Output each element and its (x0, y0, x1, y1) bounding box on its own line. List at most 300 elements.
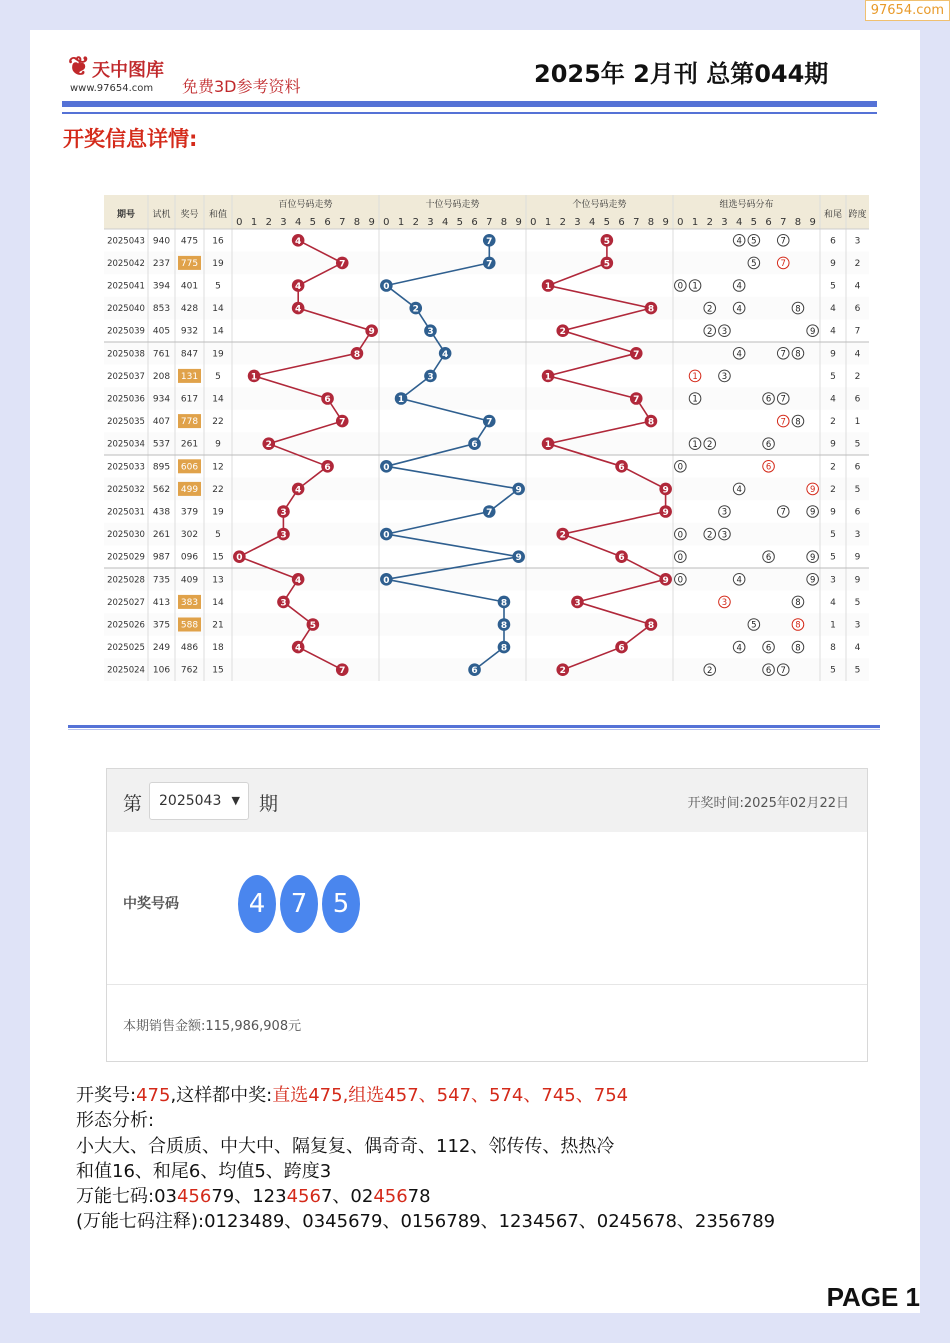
period-select[interactable] (149, 782, 249, 820)
group-ball-label: 8 (795, 598, 801, 609)
trend-ball-label: 9 (662, 485, 669, 496)
prize-cell: 475 (180, 236, 199, 247)
prize-cell: 588 (180, 620, 199, 631)
chart-digit-header: 1 (691, 217, 699, 228)
divider-rule (68, 725, 880, 728)
period-cell: 2025028 (107, 575, 145, 586)
span-cell: 9 (854, 575, 861, 586)
divider-rule-thin (68, 729, 880, 730)
group-ball-label: 8 (795, 417, 801, 428)
draw-panel (106, 768, 868, 1062)
trial-cell: 237 (152, 258, 171, 269)
sum-cell: 5 (215, 281, 221, 292)
trend-ball-label: 8 (647, 417, 655, 428)
chart-digit-header: 4 (588, 217, 596, 228)
group-ball-label: 1 (692, 281, 698, 292)
period-cell: 2025026 (107, 620, 145, 631)
chart-header-label: 组选号码分布 (719, 200, 774, 210)
chart-digit-header: 8 (353, 217, 361, 228)
period-cell: 2025029 (107, 552, 145, 563)
group-ball-label: 0 (677, 530, 684, 541)
trend-ball-label: 7 (339, 666, 346, 677)
sum-cell: 19 (212, 349, 224, 360)
sum-cell: 21 (212, 620, 224, 631)
trend-ball-label: 3 (280, 530, 287, 541)
trend-ball-label: 1 (397, 395, 405, 405)
pattern-line: 小大大、合质质、中大中、隔复复、偶奇奇、112、邻传传、热热冷 (76, 1135, 615, 1157)
group-ball-label: 4 (736, 485, 742, 496)
group-ball-label: 3 (721, 326, 728, 337)
span-cell: 5 (854, 597, 861, 608)
prize-cell: 499 (180, 484, 199, 495)
group-ball-label: 0 (677, 281, 684, 292)
period-cell: 2025035 (107, 417, 145, 428)
trial-cell: 405 (152, 326, 171, 337)
group-ball-label: 6 (765, 643, 772, 654)
header-rule (62, 101, 877, 107)
prize-cell: 606 (180, 462, 199, 473)
chart-digit-header: 9 (515, 217, 522, 228)
winning-number-label: 中奖号码 (123, 896, 179, 912)
group-ball-label: 8 (795, 620, 801, 631)
result-line (76, 1083, 775, 1108)
trend-ball-label: 9 (515, 553, 522, 564)
chart-header-label: 奖号 (180, 210, 199, 220)
tail-cell: 3 (830, 575, 836, 586)
span-cell: 7 (854, 326, 861, 337)
period-cell: 2025038 (107, 349, 145, 360)
trend-ball-label: 7 (486, 259, 493, 270)
seven-code-highlight: 456 (286, 1186, 321, 1208)
seven-code-text: 79、123 (211, 1186, 287, 1208)
trend-ball-label: 8 (353, 349, 361, 360)
sum-cell: 12 (212, 462, 224, 473)
group-ball-label: 3 (721, 598, 728, 609)
issue-title: 2025年 2月刊 总第044期 (534, 60, 829, 88)
chart-digit-header: 7 (339, 217, 346, 228)
group-ball-label: 7 (780, 507, 786, 518)
trend-ball-label: 4 (295, 485, 302, 496)
chart-digit-header: 9 (368, 217, 375, 228)
chart-digit-header: 4 (735, 217, 743, 228)
draw-time: 开奖时间:2025年02月22日 (687, 796, 849, 811)
trend-ball-label: 9 (662, 508, 669, 518)
prize-cell: 409 (180, 575, 199, 586)
trend-ball-label: 1 (544, 282, 552, 292)
trend-ball-label: 7 (633, 395, 640, 405)
group-ball-label: 6 (765, 665, 772, 676)
period-select-value: 2025043 (159, 793, 222, 809)
seven-code-highlight: 456 (176, 1186, 212, 1208)
span-cell: 6 (854, 394, 861, 405)
chart-digit-header: 5 (309, 217, 317, 228)
trend-ball-label: 3 (280, 598, 287, 609)
group-ball-label: 0 (677, 575, 684, 586)
prize-cell: 847 (180, 349, 199, 360)
trial-cell: 438 (152, 507, 171, 518)
trend-ball-label: 3 (280, 508, 287, 518)
chart-digit-header: 2 (559, 217, 566, 228)
tail-cell: 4 (830, 326, 836, 337)
prize-cell: 762 (180, 665, 199, 676)
group-ball-label: 8 (795, 304, 801, 315)
chart-digit-header: 7 (780, 217, 787, 228)
chart-digit-header: 3 (574, 217, 581, 228)
trend-ball-label: 0 (383, 282, 390, 292)
logo-glyph-icon: ❦ (68, 52, 90, 82)
sum-cell: 14 (212, 326, 224, 337)
result-label: 开奖号: (76, 1085, 137, 1106)
trend-ball-label: 5 (309, 621, 316, 631)
period-cell: 2025042 (107, 258, 145, 269)
trend-ball-label: 0 (383, 530, 390, 541)
group-ball-label: 9 (809, 507, 816, 518)
span-cell: 6 (854, 462, 861, 473)
chart-digit-header: 1 (544, 217, 552, 228)
trend-ball-label: 7 (486, 417, 493, 428)
prize-cell: 617 (180, 394, 199, 405)
span-cell: 3 (854, 236, 861, 247)
group-ball-label: 4 (736, 575, 742, 586)
chart-digit-header: 0 (530, 217, 537, 228)
winning-ball: 7 (280, 875, 318, 933)
group-ball-label: 6 (765, 394, 772, 405)
chart-digit-header: 3 (280, 217, 287, 228)
span-cell: 5 (854, 439, 861, 450)
chart-digit-header: 6 (765, 217, 772, 228)
span-cell: 2 (854, 258, 861, 269)
trend-ball-label: 8 (500, 598, 508, 609)
trend-ball-label: 4 (442, 349, 449, 360)
group-ball-label: 2 (707, 665, 713, 676)
chart-header-label: 跨度 (848, 210, 867, 220)
trend-ball-label: 9 (368, 327, 375, 338)
tail-cell: 9 (830, 507, 836, 518)
trend-ball-label: 6 (324, 395, 331, 405)
prize-cell: 131 (180, 371, 199, 382)
period-cell: 2025032 (107, 484, 145, 495)
span-cell: 5 (854, 484, 861, 495)
group-ball-label: 4 (736, 236, 742, 247)
site-watermark: 97654.com (865, 0, 950, 21)
trend-ball-label: 3 (427, 327, 434, 338)
chart-digit-header: 8 (647, 217, 655, 228)
group-ball-label: 7 (780, 236, 786, 247)
trial-cell: 934 (152, 394, 171, 405)
tail-cell: 2 (830, 484, 836, 495)
span-cell: 9 (854, 552, 861, 563)
tail-cell: 9 (830, 258, 836, 269)
seven-code-line (76, 1184, 775, 1209)
trial-cell: 537 (152, 439, 171, 450)
tail-cell: 9 (830, 439, 836, 450)
chart-header-label: 个位号码走势 (572, 200, 627, 210)
tail-cell: 4 (830, 304, 836, 315)
trend-ball-label: 1 (544, 440, 552, 451)
group-ball-label: 6 (765, 462, 772, 473)
trend-ball-label: 6 (471, 666, 478, 677)
trend-ball-label: 4 (295, 575, 302, 586)
period-cell: 2025041 (107, 281, 145, 292)
prize-cell: 486 (180, 643, 199, 654)
chevron-down-icon: ▼ (231, 794, 240, 807)
group-ball-label: 4 (736, 304, 742, 315)
trend-ball-label: 2 (265, 440, 272, 451)
trend-ball-label: 3 (427, 372, 434, 383)
seven-code-text: 万能七码:03 (76, 1186, 177, 1208)
trial-cell: 940 (152, 236, 171, 247)
tail-cell: 5 (830, 371, 836, 382)
seven-code-highlight: 456 (373, 1186, 408, 1208)
chart-digit-header: 6 (324, 217, 331, 228)
sales-amount: 本期销售金额:115,986,908元 (123, 1019, 302, 1034)
prize-cell: 401 (180, 281, 199, 292)
page-number: PAGE 1 (826, 1282, 920, 1312)
chart-header-label: 百位号码走势 (278, 200, 333, 210)
trend-ball-label: 6 (618, 462, 625, 473)
period-cell: 2025040 (107, 304, 145, 315)
group-ball-label: 6 (765, 439, 772, 450)
header-rule-thin (62, 112, 877, 114)
sum-cell: 22 (212, 484, 224, 495)
trend-ball-label: 1 (250, 372, 258, 383)
trend-ball-label: 8 (500, 643, 508, 654)
chart-digit-header: 2 (706, 217, 713, 228)
group-ball-label: 9 (809, 485, 816, 496)
period-cell: 2025043 (107, 236, 145, 247)
sum-cell: 5 (215, 371, 221, 382)
trial-cell: 562 (152, 484, 171, 495)
group-ball-label: 5 (751, 620, 757, 631)
tail-cell: 2 (830, 462, 836, 473)
chart-digit-header: 9 (809, 217, 816, 228)
trend-ball-label: 0 (383, 575, 390, 586)
result-text: ,这样都中奖: (170, 1085, 273, 1106)
sum-cell: 19 (212, 258, 224, 269)
seven-code-note: (万能七码注释):0123489、0345679、0156789、1234567、0245678、2356789 (76, 1211, 776, 1233)
group-ball-label: 3 (721, 507, 728, 518)
span-cell: 3 (854, 530, 861, 541)
span-cell: 2 (854, 371, 861, 382)
trend-ball-label: 8 (647, 621, 655, 631)
tail-cell: 5 (830, 665, 836, 676)
trend-ball-label: 0 (236, 553, 243, 564)
trend-ball-label: 7 (486, 508, 493, 518)
prize-cell: 932 (180, 326, 199, 337)
trend-ball-label: 2 (559, 666, 566, 677)
chart-header-label: 十位号码走势 (425, 200, 480, 210)
seven-code-text: 78 (407, 1186, 431, 1208)
group-ball-label: 5 (751, 259, 757, 270)
period-cell: 2025036 (107, 394, 145, 405)
period-cell: 2025027 (107, 597, 145, 608)
span-cell: 4 (854, 643, 861, 654)
chart-digit-header: 5 (456, 217, 464, 228)
group-ball-label: 7 (780, 394, 786, 405)
span-cell: 1 (854, 417, 861, 428)
trend-ball-label: 6 (618, 553, 625, 564)
trial-cell: 261 (152, 530, 171, 541)
sum-cell: 14 (212, 597, 224, 608)
group-ball-label: 9 (809, 326, 816, 337)
trial-cell: 208 (152, 371, 171, 382)
trial-cell: 413 (152, 597, 171, 608)
trend-ball-label: 5 (603, 259, 610, 270)
trend-ball-label: 6 (471, 440, 478, 451)
group-ball-label: 0 (677, 552, 684, 563)
prize-cell: 379 (180, 507, 199, 518)
sum-cell: 13 (212, 575, 224, 586)
prize-cell: 775 (180, 258, 199, 269)
trend-ball-label: 6 (324, 462, 331, 473)
chart-digit-header: 0 (236, 217, 243, 228)
chart-digit-header: 7 (633, 217, 640, 228)
trend-ball-label: 2 (559, 327, 566, 338)
logo-url: www.97654.com (70, 83, 154, 94)
chart-digit-header: 7 (486, 217, 493, 228)
winning-ball: 4 (238, 875, 276, 933)
document-page (30, 30, 920, 1313)
chart-digit-header: 4 (441, 217, 449, 228)
chart-digit-header: 8 (794, 217, 802, 228)
trend-ball-label: 4 (295, 282, 302, 292)
group-ball-label: 2 (707, 304, 713, 315)
period-cell: 2025031 (107, 507, 145, 518)
trend-ball-label: 7 (486, 236, 493, 247)
group-ball-label: 8 (795, 349, 801, 360)
sum-cell: 22 (212, 417, 224, 428)
trial-cell: 106 (152, 665, 171, 676)
trend-ball-label: 4 (295, 304, 302, 315)
span-cell: 5 (854, 665, 861, 676)
trial-cell: 375 (152, 620, 171, 631)
tail-cell: 4 (830, 597, 836, 608)
span-cell: 4 (854, 349, 861, 360)
tail-cell: 9 (830, 349, 836, 360)
group-ball-label: 3 (721, 530, 728, 541)
prize-cell: 428 (180, 304, 199, 315)
trend-ball-label: 8 (647, 304, 655, 315)
tail-cell: 4 (830, 394, 836, 405)
trend-ball-label: 4 (295, 236, 302, 247)
tail-cell: 1 (830, 620, 836, 631)
tail-cell: 5 (830, 530, 836, 541)
chart-digit-header: 5 (603, 217, 611, 228)
chart-digit-header: 0 (383, 217, 390, 228)
prize-cell: 778 (180, 417, 199, 428)
trend-ball-label: 6 (618, 643, 625, 654)
span-cell: 4 (854, 281, 861, 292)
trend-ball-label: 7 (339, 259, 346, 270)
analysis-block (76, 1083, 775, 1235)
sum-cell: 14 (212, 394, 224, 405)
trend-ball-label: 2 (412, 304, 419, 315)
chart-digit-header: 3 (721, 217, 728, 228)
chart-header-label: 和值 (208, 210, 228, 220)
period-cell: 2025025 (107, 643, 145, 654)
trend-ball-label: 8 (500, 621, 508, 631)
prize-cell: 302 (180, 530, 199, 541)
tail-cell: 8 (830, 643, 836, 654)
group-ball-label: 9 (809, 552, 816, 563)
trend-ball-label: 7 (633, 349, 640, 360)
chart-header-label: 和尾 (823, 210, 843, 220)
winning-ball: 5 (322, 875, 360, 933)
sum-cell: 18 (212, 643, 224, 654)
period-cell: 2025033 (107, 462, 145, 473)
chart-digit-header: 8 (500, 217, 508, 228)
logo-brand: 天中图库 (92, 60, 164, 81)
sum-cell: 14 (212, 304, 224, 315)
trend-ball-label: 1 (544, 372, 552, 383)
period-cell: 2025034 (107, 439, 145, 450)
trial-cell: 249 (152, 643, 171, 654)
group-ball-label: 8 (795, 643, 801, 654)
trial-cell: 735 (152, 575, 171, 586)
group-ball-label: 9 (809, 575, 816, 586)
span-cell: 6 (854, 507, 861, 518)
group-ball-label: 7 (780, 349, 786, 360)
trend-ball-label: 4 (295, 643, 302, 654)
sum-cell: 15 (212, 665, 224, 676)
tail-cell: 2 (830, 417, 836, 428)
group-ball-label: 0 (677, 462, 684, 473)
prize-cell: 096 (180, 552, 199, 563)
result-number: 475 (136, 1085, 171, 1106)
trend-chart (104, 195, 869, 690)
span-cell: 6 (854, 304, 861, 315)
pattern-heading: 形态分析: (76, 1110, 155, 1132)
winning-combos: 直选475,组选457、547、574、745、754 (272, 1085, 629, 1106)
group-ball-label: 1 (692, 394, 698, 405)
group-ball-label: 2 (707, 530, 713, 541)
section-title: 开奖信息详情: (63, 127, 198, 151)
group-ball-label: 1 (692, 439, 698, 450)
prize-cell: 261 (180, 439, 199, 450)
trial-cell: 987 (152, 552, 171, 563)
chart-digit-header: 4 (294, 217, 302, 228)
chart-digit-header: 1 (397, 217, 405, 228)
trial-cell: 853 (152, 304, 171, 315)
trend-ball-label: 5 (603, 236, 610, 247)
group-ball-label: 7 (780, 665, 786, 676)
span-cell: 3 (854, 620, 861, 631)
group-ball-label: 7 (780, 417, 786, 428)
group-ball-label: 2 (707, 439, 713, 450)
chart-digit-header: 6 (471, 217, 478, 228)
chart-digit-header: 5 (750, 217, 758, 228)
chart-header-label: 试机 (152, 210, 171, 220)
period-cell: 2025030 (107, 530, 145, 541)
trial-cell: 761 (152, 349, 171, 360)
sum-cell: 19 (212, 507, 224, 518)
tail-cell: 5 (830, 552, 836, 563)
period-cell: 2025024 (107, 665, 145, 676)
chart-digit-header: 9 (662, 217, 669, 228)
trial-cell: 394 (152, 281, 171, 292)
period-suffix: 期 (259, 793, 279, 815)
trend-ball-label: 0 (383, 462, 390, 473)
tail-cell: 6 (830, 236, 836, 247)
sum-cell: 16 (212, 236, 224, 247)
chart-digit-header: 2 (265, 217, 272, 228)
trend-ball-label: 9 (662, 575, 669, 586)
trial-cell: 895 (152, 462, 171, 473)
sum-cell: 9 (215, 439, 221, 450)
period-cell: 2025037 (107, 371, 145, 382)
group-ball-label: 5 (751, 236, 757, 247)
sum-cell: 5 (215, 530, 221, 541)
